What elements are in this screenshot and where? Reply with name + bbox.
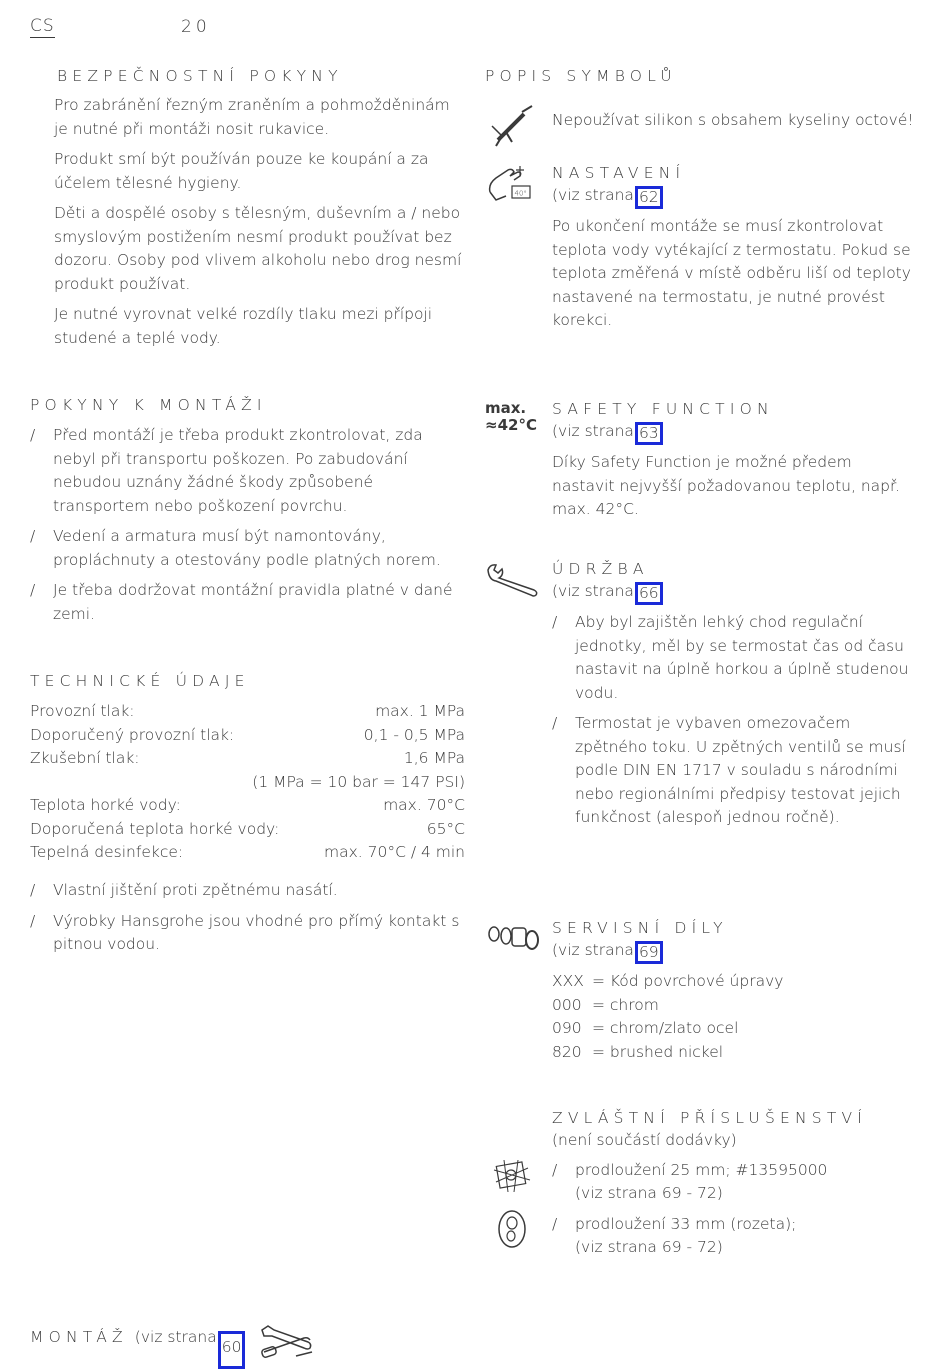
extension-kit-icon [490, 1156, 534, 1196]
table-row: Tepelná desinfekce: max. 70°C / 4 min [30, 843, 465, 861]
table-row: Doporučený provozní tlak: 0,1 - 0,5 MPa [30, 725, 465, 744]
safety-paragraph: Je nutné vyrovnat velké rozdíly tlaku mezi přípoji studené a teplé vody. [54, 305, 433, 347]
accessories-subtitle: (není součástí dodávky) [552, 1131, 737, 1149]
finish-code-row: XXX = Kód povrchové úpravy [552, 972, 784, 990]
page-reference-link[interactable]: 62 [635, 186, 663, 209]
page-reference-link[interactable]: 63 [635, 422, 663, 445]
technical-table [30, 700, 465, 865]
list-item: / Termostat je vybaven omezovačem zpětného toku. U zpětných ventilů se musí podle DIN EN 1717 v souladu s národními nebo regionálními předpisy testovat jejich funkčnost (alespoň jednou ročně). [552, 714, 906, 826]
accessories-section [552, 1107, 917, 1267]
rosette-extension-icon [494, 1208, 530, 1250]
table-row: Doporučená teplota horké vody: 65°C [30, 819, 465, 838]
mounting-line [30, 1326, 245, 1369]
list-item: / Výrobky Hansgrohe jsou vhodné pro přímý kontakt s pitnou vodou. [30, 911, 460, 953]
silicone-warning: Nepoužívat silikon s obsahem kyseliny octové! [552, 111, 914, 129]
service-parts-icon [486, 922, 542, 956]
max-temp-icon: max. ≈42°C [485, 399, 537, 434]
safety-function-heading: SAFETY FUNCTION [552, 400, 774, 418]
table-row: Provozní tlak: max. 1 MPa [30, 702, 465, 720]
hand-thermostat-icon [486, 162, 536, 206]
page-number: 20 [181, 17, 211, 37]
table-row: Teplota horké vody: max. 70°C [30, 796, 465, 814]
safety-function-text: Díky Safety Function je možné předem nastavit nejvyšší požadovanou teplotu, např. max. 42°C. [552, 453, 900, 518]
finish-code-row: 000 = chrom [552, 995, 659, 1014]
list-item: / Před montáží je třeba produkt zkontrolovat, zda nebyl při transportu poškozen. Po zabudování nebudou uznány žádné škody způsobené transportem nebo poškození povrchu. [30, 426, 423, 515]
table-row: (1 MPa = 10 bar = 147 PSI) [252, 772, 465, 791]
safety-heading: BEZPEČNOSTNÍ POKYNY [57, 67, 343, 85]
thermostat-icon-label: 40° [514, 189, 527, 198]
service-heading: SERVISNÍ DÍLY [552, 919, 728, 937]
maintenance-reference: (viz strana 66 [552, 580, 917, 605]
mounting-ref-prefix: (viz strana [134, 1328, 217, 1346]
language-code: CS [30, 16, 55, 36]
list-item: / Vedení a armatura musí být namontovány, propláchnuty a otestovány podle platných norem. [30, 527, 441, 569]
list-item: / Vlastní jištění proti zpětnému nasátí. [30, 881, 338, 899]
installation-heading: POKYNY K MONTÁŽI [30, 396, 267, 414]
setting-section [552, 162, 917, 333]
safety-section [54, 94, 466, 357]
mounting-label: MONTÁŽ [30, 1328, 128, 1346]
safety-paragraph: Děti a dospělé osoby s tělesným, duševním a / nebo smyslovým postižením nesmí produkt používat bez dozoru. Osoby pod vlivem alkoholu nebo drog nesmí produkt používat. [54, 204, 462, 293]
list-item: / Je třeba dodržovat montážní pravidla platné v dané zemi. [30, 581, 453, 623]
maintenance-section [552, 558, 917, 837]
accessories-heading: ZVLÁŠTNÍ PŘÍSLUŠENSTVÍ [552, 1109, 868, 1127]
safety-function-section [552, 398, 917, 522]
page-reference-link[interactable]: 60 [218, 1331, 246, 1369]
list-item: / prodloužení 25 mm; #13595000 (viz strana 69 - 72) [552, 1160, 828, 1202]
setting-text: Po ukončení montáže se musí zkontrolovat teplota vody vytékající z termostatu. Pokud se teplota změřená v místě odběru liší od teploty nastavené na termostatu, je nutné provést korekci. [552, 217, 911, 329]
page-reference-link[interactable]: 66 [635, 582, 663, 605]
installation-list [30, 424, 466, 633]
service-section [552, 917, 917, 1064]
finish-code-row: 820 = brushed nickel [552, 1042, 724, 1061]
symbols-heading: POPIS SYMBOLŮ [485, 67, 677, 85]
tools-icon [258, 1322, 316, 1360]
finish-code-row: 090 = chrom/zlato ocel [552, 1019, 739, 1037]
technical-heading: TECHNICKÉ ÚDAJE [30, 672, 250, 690]
safety-function-reference: (viz strana 63 [552, 420, 917, 445]
service-reference: (viz strana 69 [552, 939, 917, 964]
setting-reference: (viz strana 62 [552, 184, 917, 209]
technical-notes [30, 879, 466, 964]
wrench-icon [484, 562, 540, 598]
maintenance-heading: ÚDRŽBA [552, 560, 649, 578]
list-item: / prodloužení 33 mm (rozeta); (viz strana 69 - 72) [552, 1214, 797, 1256]
safety-paragraph: Pro zabránění řezným zraněním a pohmožděninám je nutné při montáži nosit rukavice. [54, 96, 450, 138]
table-row: Zkušební tlak: 1,6 MPa [30, 749, 465, 767]
setting-heading: NASTAVENÍ [552, 164, 686, 182]
silicone-gun-icon [488, 102, 536, 148]
list-item: / Aby byl zajištěn lehký chod regulační jednotky, měl by se termostat čas od času nastavit na úplně horkou a úplně studenou vodu. [552, 613, 909, 702]
page-reference-link[interactable]: 69 [635, 941, 663, 964]
safety-paragraph: Produkt smí být používán pouze ke koupání a za účelem tělesné hygieny. [54, 150, 429, 192]
